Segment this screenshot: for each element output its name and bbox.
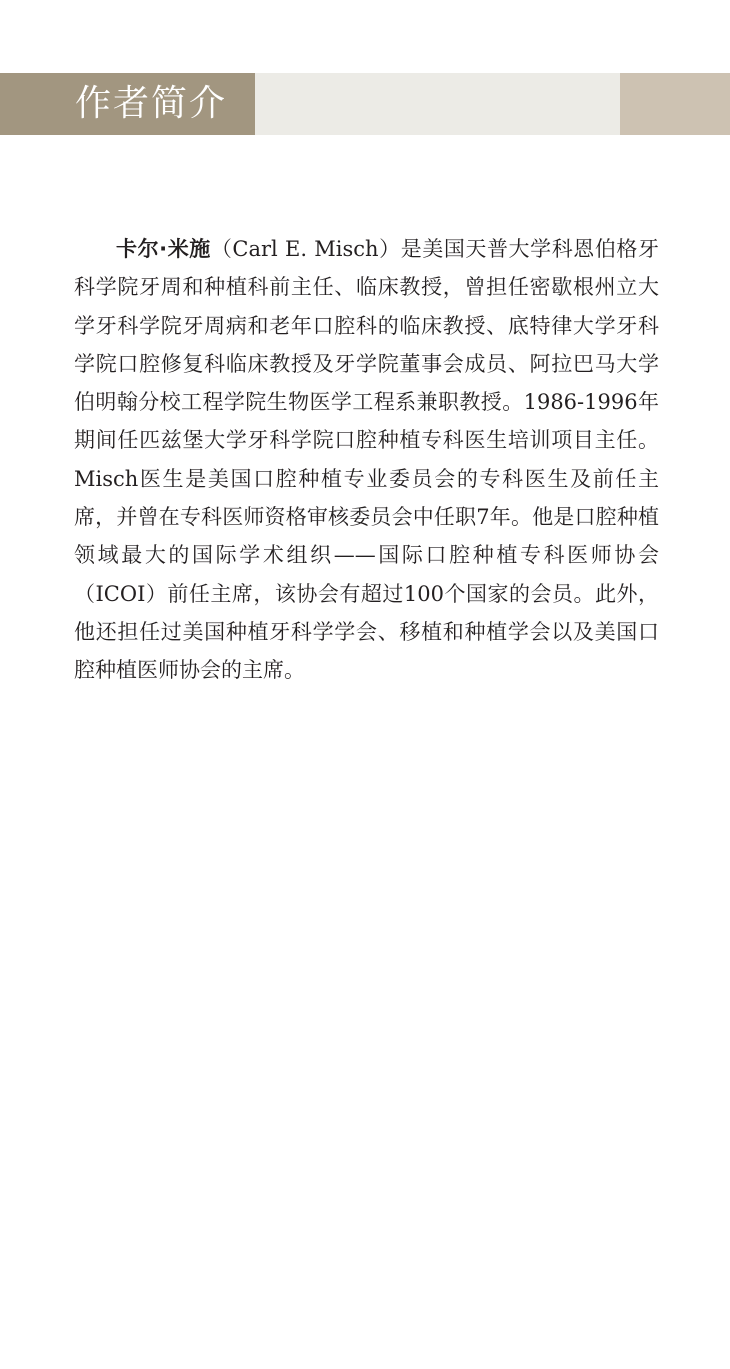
author-bio-paragraph — [74, 230, 659, 690]
author-name: 卡尔·米施 — [116, 237, 211, 261]
section-title-block — [0, 73, 255, 135]
author-bio-text: （Carl E. Misch）是美国天普大学科恩伯格牙科学院牙周和种植科前主任、临床教授，曾担任密歇根州立大学牙科学院牙周病和老年口腔科的临床教授、底特律大学牙科学院口腔修复科临床教授及牙学院董事会成员、阿拉巴马大学伯明翰分校工程学院生物医学工程系兼职教授。1986-1996年期间任匹兹堡大学牙科学院口腔种植专科医生培训项目主任。Misch医生是美国口腔种植专业委员会的专科医生及前任主席，并曾在专科医师资格审核委员会中任职7年。他是口腔种植领域最大的国际学术组织——国际口腔种植专科医师协会（ICOI）前任主席，该协会有超过100个国家的会员。此外，他还担任过美国种植牙科学学会、移植和种植学会以及美国口腔种植医师协会的主席。 — [74, 237, 659, 683]
section-title: 作者简介 — [75, 83, 228, 124]
header-accent-block — [620, 73, 730, 135]
section-header-bar — [0, 73, 730, 135]
